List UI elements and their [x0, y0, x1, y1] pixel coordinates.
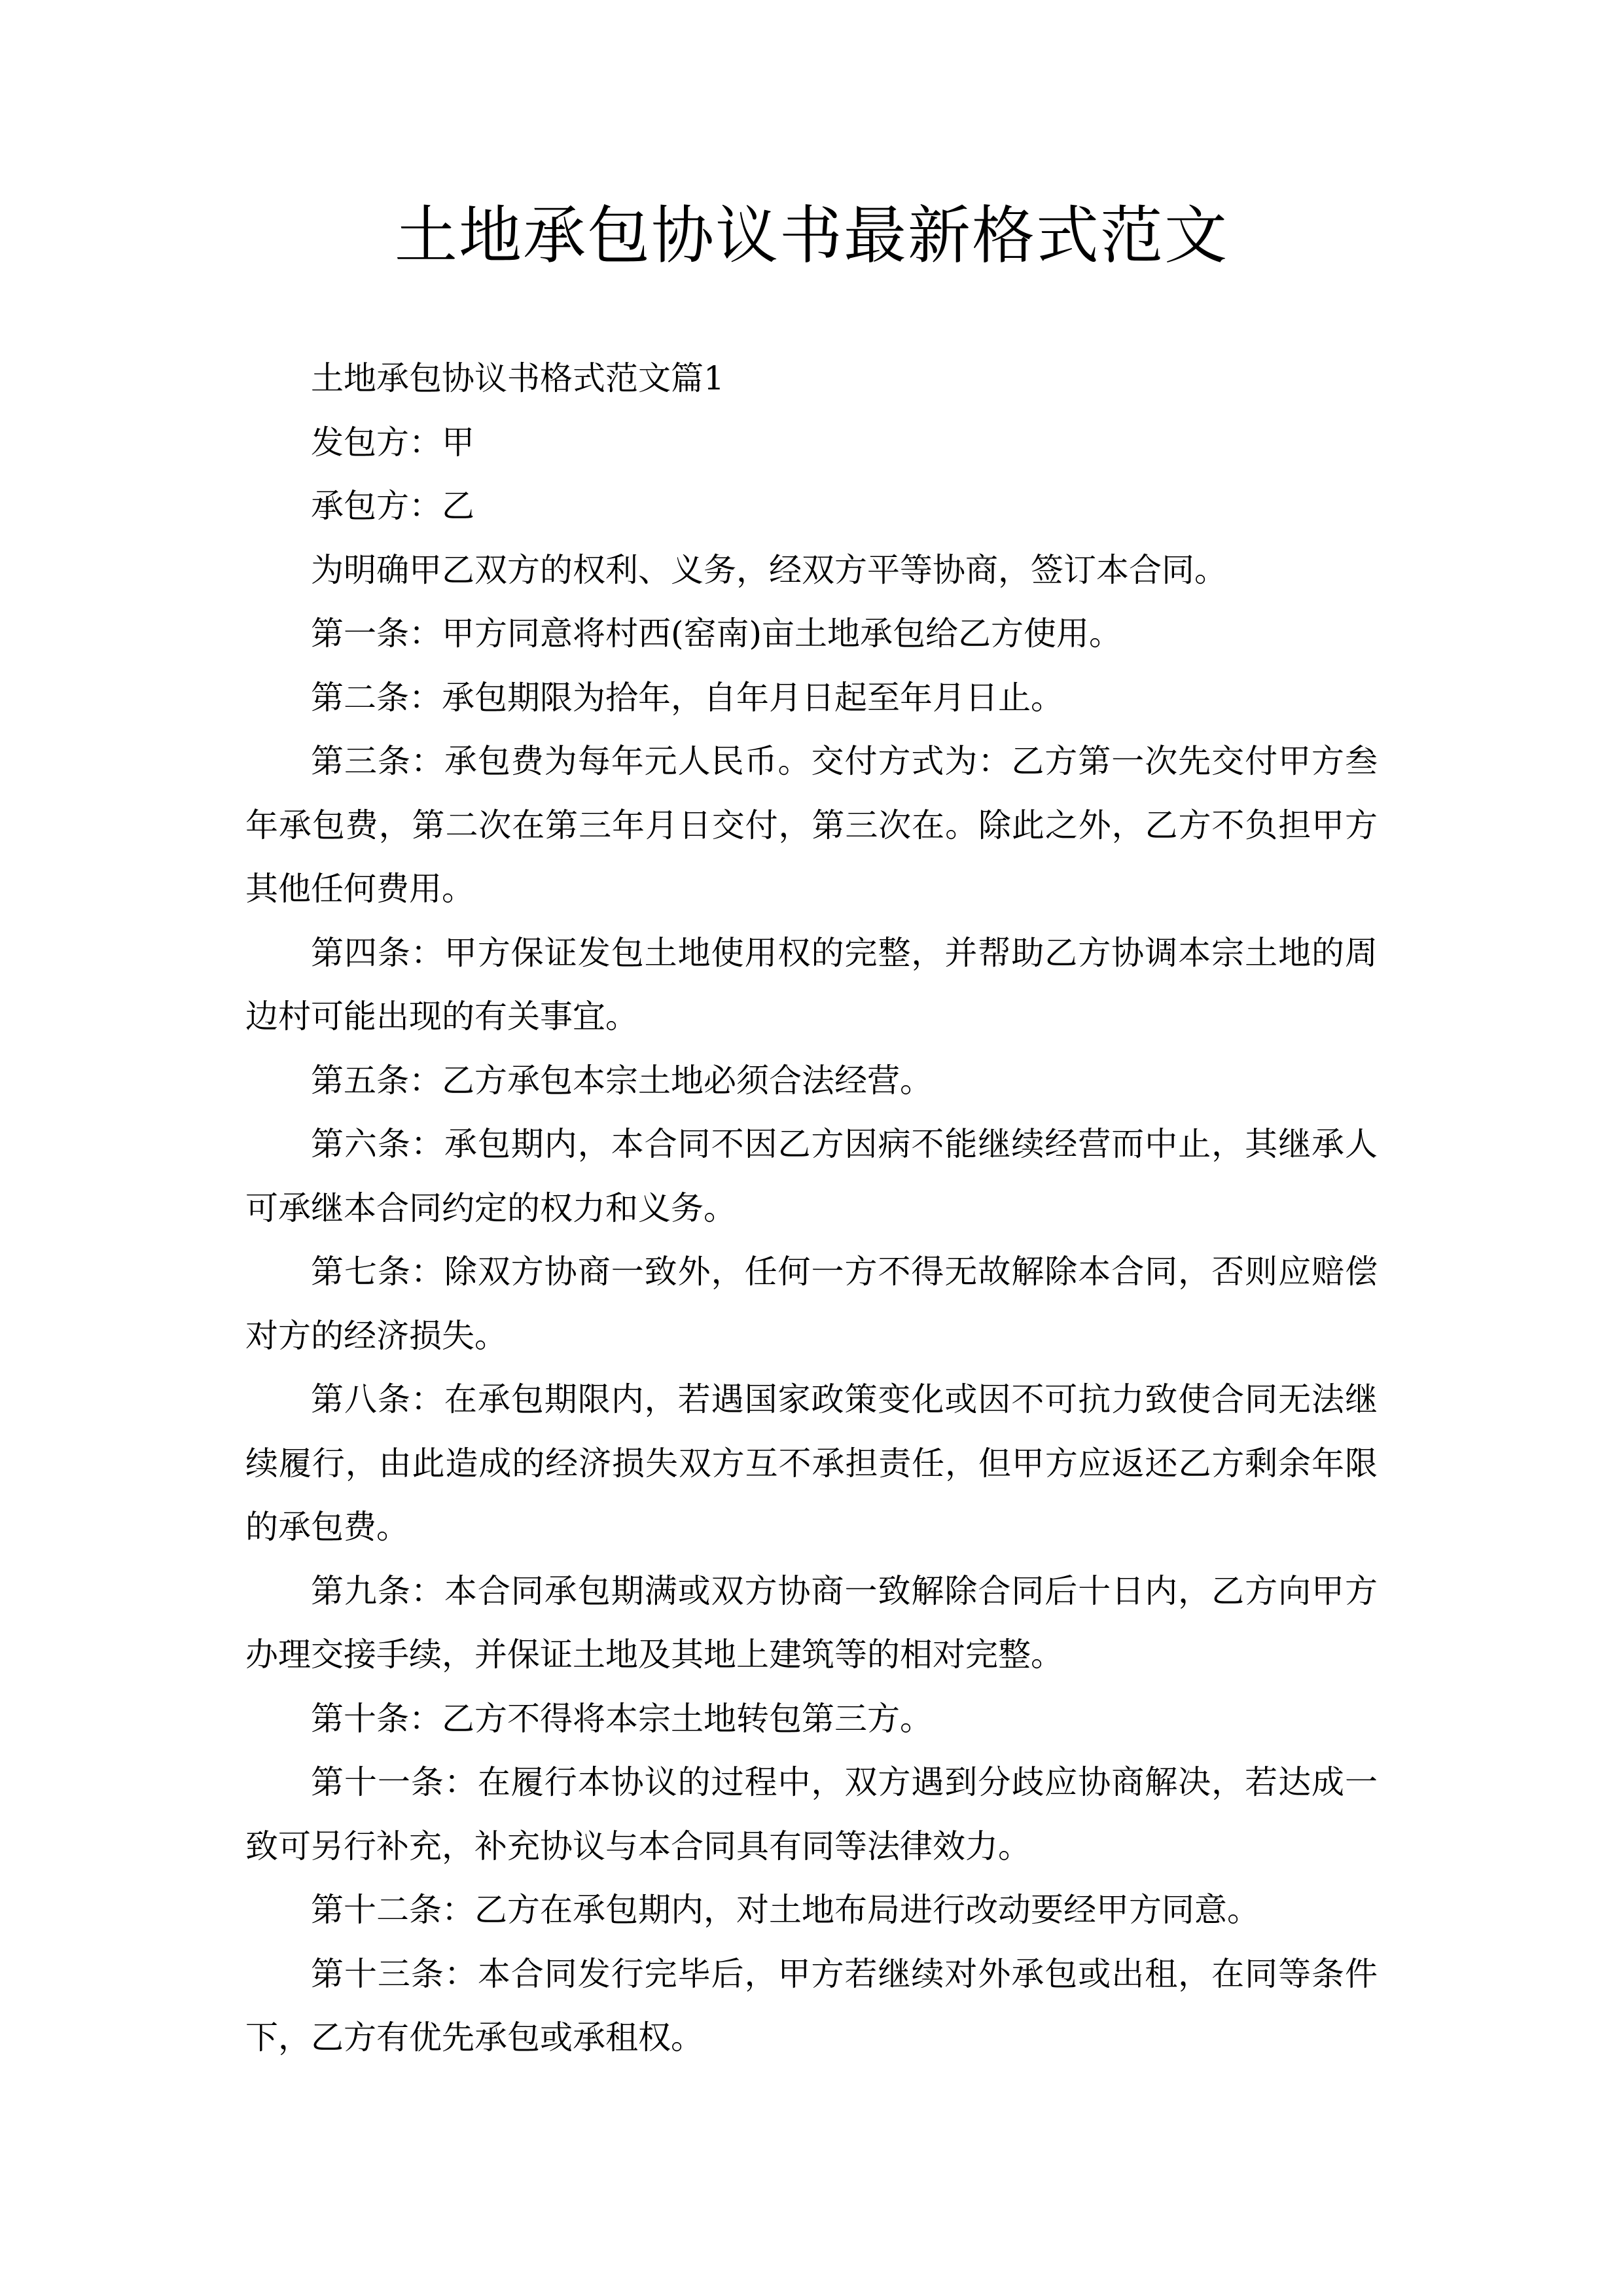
article-12: 第十二条：乙方在承包期内，对土地布局进行改动要经甲方同意。 [311, 1891, 1260, 1929]
article-4: 第四条：甲方保证发包土地使用权的完整，并帮助乙方协调本宗土地的周边村可能出现的有关事宜。 [245, 933, 1378, 1035]
article-1: 第一条：甲方同意将村西(窑南)亩土地承包给乙方使用。 [311, 615, 1122, 653]
party-a-line: 发包方：甲 [311, 423, 474, 461]
document-body [245, 347, 1378, 2070]
section-heading: 土地承包协议书格式范文篇1 [311, 359, 724, 397]
preamble: 为明确甲乙双方的权利、义务，经双方平等协商，签订本合同。 [311, 550, 1227, 589]
party-b-line: 承包方：乙 [311, 487, 474, 525]
article-7: 第七条：除双方协商一致外，任何一方不得无故解除本合同，否则应赔偿对方的经济损失。 [245, 1253, 1378, 1355]
document-title: 土地承包协议书最新格式范文 [395, 199, 1228, 272]
article-10: 第十条：乙方不得将本宗土地转包第三方。 [311, 1699, 933, 1738]
article-6: 第六条：承包期内，本合同不因乙方因病不能继续经营而中止，其继承人可承继本合同约定的权力和义务。 [245, 1125, 1378, 1227]
article-5: 第五条：乙方承包本宗土地必须合法经营。 [311, 1061, 933, 1100]
article-3: 第三条：承包费为每年元人民币。交付方式为：乙方第一次先交付甲方叁年承包费，第二次在第三年月日交付，第三次在。除此之外，乙方不负担甲方其他任何费用。 [245, 742, 1378, 908]
article-13: 第十三条：本合同发行完毕后，甲方若继续对外承包或出租，在同等条件下，乙方有优先承包或承租权。 [245, 1954, 1378, 2056]
article-8: 第八条：在承包期限内，若遇国家政策变化或因不可抗力致使合同无法继续履行，由此造成的经济损失双方互不承担责任，但甲方应返还乙方剩余年限的承包费。 [245, 1380, 1378, 1546]
article-2: 第二条：承包期限为拾年，自年月日起至年月日止。 [311, 678, 1063, 717]
article-9: 第九条：本合同承包期满或双方协商一致解除合同后十日内，乙方向甲方办理交接手续，并保证土地及其地上建筑等的相对完整。 [245, 1571, 1378, 1674]
article-11: 第十一条：在履行本协议的过程中，双方遇到分歧应协商解决，若达成一致可另行补充，补充协议与本合同具有同等法律效力。 [245, 1763, 1378, 1865]
